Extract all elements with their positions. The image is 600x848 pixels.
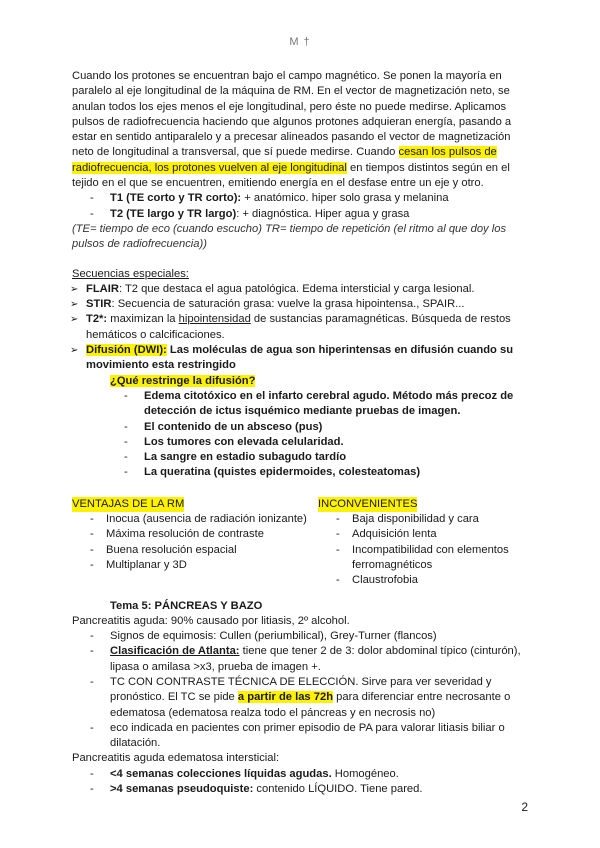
edematosa-intro: Pancreatitis aguda edematosa intersticial: [72, 752, 280, 765]
atlanta-text: tiene que tener 2 de 3: dolor abdominal típico (cinturón), lipasa o amilasa >x3, prueba de imagen +. [110, 645, 521, 673]
t1-text: + anatómico. hiper solo grasa y melanina [241, 192, 449, 205]
tc-text-1: TC CON CONTRASTE TÉCNICA DE ELECCIÓN. Sirve para ver severidad y pronóstico. El TC se pide [110, 675, 492, 704]
t2-text: : + diagnóstica. Hiper agua y grasa [236, 207, 410, 220]
flair-label: FLAIR [86, 282, 119, 295]
document-body [72, 69, 534, 797]
list-item: - El contenido de un absceso (pus) [72, 420, 534, 435]
inconvenientes-list [318, 512, 534, 588]
list-item [72, 297, 534, 312]
dwi-label: Difusión (DWI): [86, 344, 167, 357]
inconvenientes-title: INCONVENIENTES [318, 497, 417, 512]
list-item: - Máxima resolución de contraste [72, 527, 318, 542]
intro-highlight: cesan los pulsos de radiofrecuencia, los protones vuelven al eje longitudinal [72, 146, 497, 174]
dwi-text: Las moléculas de agua son hiperintensas en difusión cuando su movimiento esta restringido [86, 344, 514, 372]
list-item [72, 207, 534, 222]
tema-heading: Tema 5: PÁNCREAS Y BAZO [110, 599, 263, 612]
list-item: - Signos de equimosis: Cullen (periumbilical), Grey-Turner (flancos) [72, 629, 534, 644]
intro-paragraph [72, 69, 534, 191]
list-item: - Inocua (ausencia de radiación ionizante) [72, 512, 318, 527]
flair-text: : T2 que destaca el agua patológica. Edema intersticial y carga lesional. [118, 282, 475, 295]
list-item: - Multiplanar y 3D [72, 558, 318, 573]
list-item [72, 675, 534, 721]
difusion-question: ¿Qué restringe la difusión? [110, 374, 256, 387]
t2star-pre: maximizan la [107, 313, 179, 326]
list-item: - Buena resolución espacial [72, 543, 318, 558]
list-item: - Adquisición lenta [318, 527, 534, 542]
list-item [72, 343, 534, 374]
intro-text-1: Cuando los protones se encuentran bajo el campo magnético. Se ponen la mayoría en paralelo al eje longitudinal de la máquina de RM. En el vector de magnetización neto, se anulan todos los ejes menos el eje longitudinal, pero éste no puede medirse. Aplicamos pulsos de radiofrecuencia haciendo que algunos protones adquieran energía, pasando a estar en sentido antiparalelo y a precesar alineados pasando el vector de magnetización neto de longitudinal a transversal, que sí puede medirse. Cuando [72, 70, 512, 159]
list-item: - Edema citotóxico en el infarto cerebral agudo. Método más precoz de detección de ictus isquémico mediante pruebas de imagen. [72, 389, 534, 420]
atlanta-label: Clasificación de Atlanta: [110, 645, 240, 658]
ventajas-list [72, 512, 318, 573]
stir-text: : Secuencia de saturación grasa: vuelve la grasa hipointensa., SPAIR... [111, 298, 465, 311]
ventajas-column [72, 497, 318, 589]
tc-highlight: a partir de las 72h [237, 691, 334, 704]
secuencias-title: Secuencias especiales: [72, 267, 189, 280]
edematosa-list [72, 767, 534, 798]
restrict-list [72, 389, 534, 481]
list-item [72, 312, 534, 343]
list-item: - Baja disponibilidad y cara [318, 512, 534, 527]
t1-label: T1 (TE corto y TR corto): [110, 192, 242, 205]
ventajas-title: VENTAJAS DE LA RM [72, 497, 184, 512]
page-number: 2 [521, 800, 528, 814]
list-item: - eco indicada en pacientes con primer episodio de PA para valorar litiasis biliar o dilatación. [72, 721, 534, 752]
tc-text-2: para diferenciar entre necrosante o edematosa (edematosa realza todo el páncreas y en necrosis no) [110, 691, 511, 719]
t2star-text: de sustancias paramagnéticas. Búsqueda de restos hemáticos o calcificaciones. [86, 313, 511, 341]
list-item: - La sangre en estadio subagudo tardío [72, 450, 534, 465]
t2-label: T2 (TE largo y TR largo) [110, 207, 237, 220]
te-tr-note: (TE= tiempo de eco (cuando escucho) TR= tiempo de repetición (el ritmo al que doy los pulsos de radiofrecuencia)) [72, 222, 507, 251]
list-item [72, 644, 534, 675]
list-item: - Los tumores con elevada celularidad. [72, 435, 534, 450]
t2star-label: T2*: [86, 313, 108, 326]
pancreatitis-intro: Pancreatitis aguda: 90% causado por litiasis, 2º alcohol. [72, 614, 350, 627]
pros-cons-columns [72, 497, 534, 589]
list-item: - La queratina (quistes epidermoides, colesteatomas) [72, 465, 534, 480]
list-item: - Incompatibilidad con elementos ferromagnéticos [318, 543, 534, 574]
list-item [72, 282, 534, 297]
difusion-question-line [72, 374, 534, 389]
stir-label: STIR [86, 298, 112, 311]
t2star-underline: hipointensidad [178, 313, 251, 326]
pancreatitis-list [72, 629, 534, 751]
list-item: - Claustrofobia [318, 573, 534, 588]
page-header: M † [289, 36, 311, 48]
intro-text-2: en tiempos distintos según en el tejido en el que se encuentren, emitiendo energía en el desfase entre un eje y otro. [72, 161, 510, 190]
list-item [72, 191, 534, 206]
secuencias-list [72, 282, 534, 374]
list-item: - <4 semanas colecciones líquidas agudas. Homogéneo. [72, 767, 534, 782]
inconvenientes-column [318, 497, 534, 589]
t-sequence-list [72, 191, 534, 222]
list-item: - >4 semanas pseudoquiste: contenido LÍQUIDO. Tiene pared. [72, 782, 534, 797]
